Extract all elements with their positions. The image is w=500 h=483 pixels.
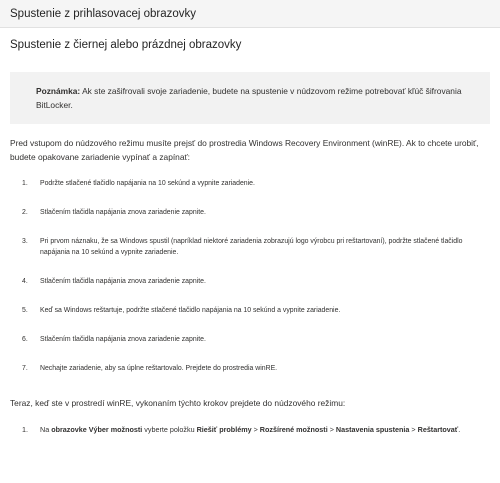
list-item: [22, 228, 490, 268]
accordion-item-login-screen[interactable]: [0, 0, 500, 28]
step-text: Stlačením tlačidla napájania znova zariadenie zapnite.: [40, 278, 206, 285]
accordion-item-title: Spustenie z čiernej alebo prázdnej obrazovky: [10, 39, 242, 51]
step-number: 1.: [22, 180, 28, 187]
intro-paragraph: Pred vstupom do núdzového režimu musíte prejsť do prostredia Windows Recovery Environment (winRE). Ak to chcete urobiť, budete opakovane zariadenie vypínať a zapínať:: [10, 138, 479, 162]
restart-steps-list: [10, 170, 490, 384]
winre-steps-list: [10, 416, 490, 445]
step-text: Na: [40, 425, 52, 434]
note-text: Ak ste zašifrovali svoje zariadenie, budete na spustenie v núdzovom režime potrebovať kľúč šifrovania BitLocker.: [36, 86, 462, 110]
step-text: Podržte stlačené tlačidlo napájania na 10 sekúnd a vypnite zariadenie.: [40, 180, 255, 187]
step-text: Nechajte zariadenie, aby sa úplne reštartovalo. Prejdete do prostredia winRE.: [40, 365, 278, 372]
step-bold-text: Rozšírené možnosti: [259, 425, 328, 434]
note-label: Poznámka:: [36, 86, 81, 96]
list-item: [22, 199, 490, 228]
main-content: [0, 136, 500, 445]
step-number: 7.: [22, 365, 28, 372]
step-text: Stlačením tlačidla napájania znova zariadenie zapnite.: [40, 209, 206, 216]
second-intro-paragraph: Teraz, keď ste v prostredí winRE, vykonaním týchto krokov prejdete do núdzového režimu:: [10, 398, 346, 408]
step-bold-text: obrazovke Výber možnosti: [51, 425, 143, 434]
step-number: 6.: [22, 336, 28, 343]
list-item: [22, 170, 490, 199]
step-number: 5.: [22, 307, 28, 314]
step-text: Pri prvom náznaku, že sa Windows spustil (napríklad niektoré zariadenia zobrazujú logo výrobcu pri reštartovaní), podržte stlačené tlačidlo napájania na 10 sekúnd a vypnite zariadenie.: [40, 238, 463, 256]
step-bold-text: Riešiť problémy: [196, 425, 252, 434]
step-number: 3.: [22, 238, 28, 245]
step-text: >: [327, 425, 336, 434]
accordion-item-black-screen[interactable]: [0, 28, 500, 62]
step-number: 4.: [22, 278, 28, 285]
step-text: .: [458, 425, 461, 434]
step-bold-text: Nastavenia spustenia: [335, 425, 410, 434]
step-bold-text: Reštartovať: [417, 425, 459, 434]
step-number: 1.: [22, 425, 28, 434]
list-item: [22, 297, 490, 326]
note-box: [10, 72, 490, 124]
list-item: [22, 355, 490, 384]
step-number: 2.: [22, 209, 28, 216]
step-text: >: [251, 425, 260, 434]
step-text: vyberte položku: [142, 425, 197, 434]
step-text: Stlačením tlačidla napájania znova zariadenie zapnite.: [40, 336, 206, 343]
step-text: >: [409, 425, 418, 434]
list-item: [22, 416, 490, 445]
list-item: [22, 326, 490, 355]
accordion-item-title: Spustenie z prihlasovacej obrazovky: [10, 7, 197, 20]
step-text: Keď sa Windows reštartuje, podržte stlačené tlačidlo napájania na 10 sekúnd a vypnite zariadenie.: [40, 307, 341, 314]
list-item: [22, 268, 490, 297]
